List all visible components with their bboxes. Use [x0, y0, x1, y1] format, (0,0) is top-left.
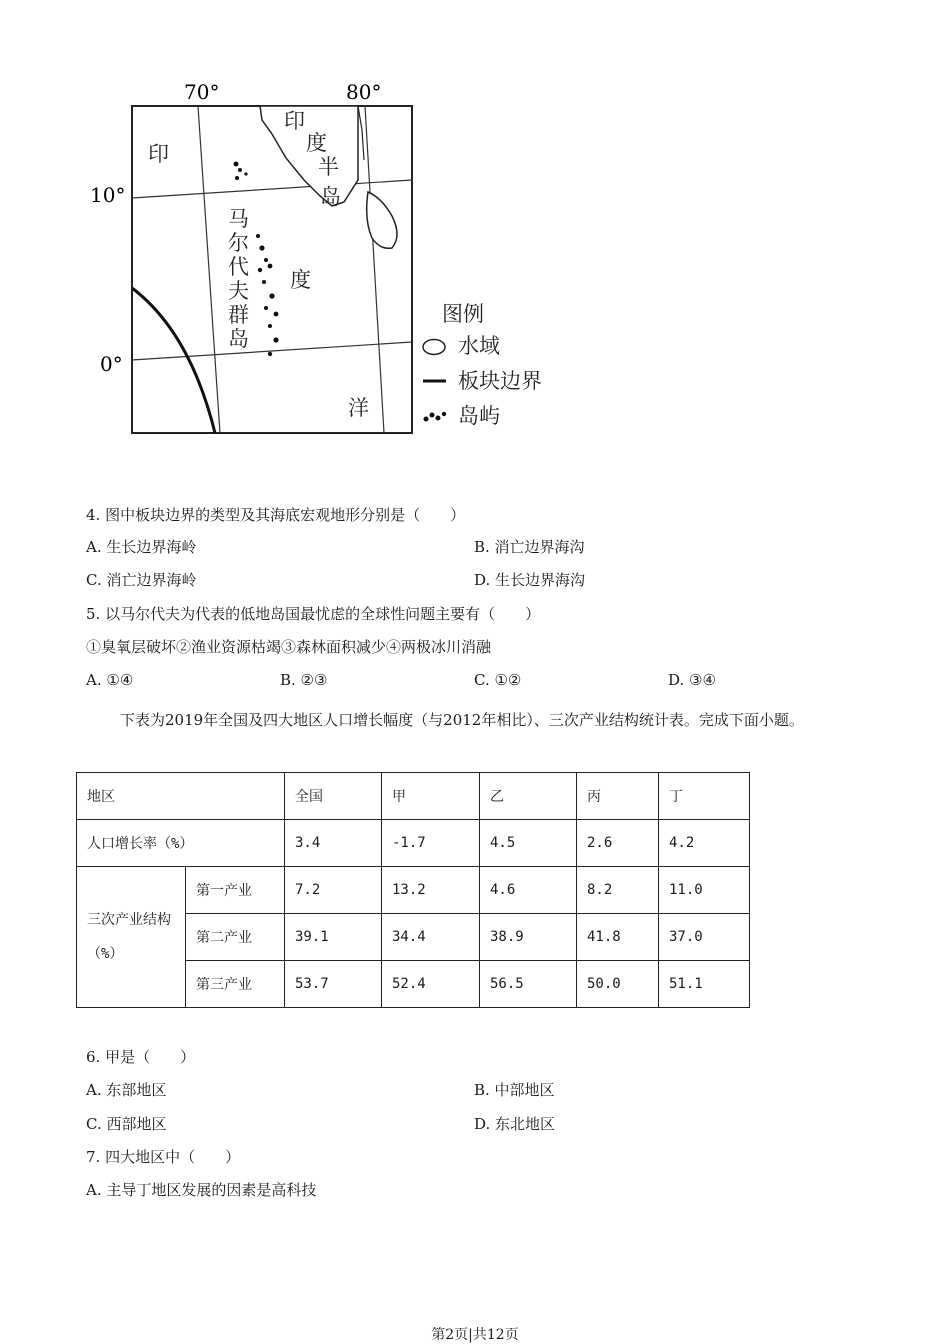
- question-5-option-d[interactable]: D. ③④: [668, 671, 716, 689]
- question-4-option-b[interactable]: B. 消亡边界海沟: [474, 538, 585, 556]
- question-5-statements: ①臭氧层破坏②渔业资源枯竭③森林面积减少④两极冰川消融: [86, 638, 492, 656]
- question-5-stem: 5. 以马尔代夫为代表的低地岛国最忧虑的全球性问题主要有（ ）: [86, 605, 541, 623]
- table-cell: 7.2: [285, 867, 382, 914]
- map-figure: [80, 70, 600, 450]
- question-6-option-a[interactable]: A. 东部地区: [86, 1081, 167, 1099]
- label-yin-left: 印: [148, 142, 169, 166]
- table-row: [77, 867, 750, 914]
- question-4-option-c[interactable]: C. 消亡边界海岭: [86, 571, 197, 589]
- table-cell: 38.9: [480, 914, 577, 961]
- question-6-option-b[interactable]: B. 中部地区: [474, 1081, 555, 1099]
- label-peninsula-1: 印: [284, 109, 305, 133]
- question-4-option-d[interactable]: D. 生长边界海沟: [474, 571, 586, 589]
- table-cell: 52.4: [382, 961, 480, 1008]
- question-6-option-c[interactable]: C. 西部地区: [86, 1115, 167, 1133]
- header-cell: 丙: [577, 773, 659, 820]
- stats-table: [76, 772, 750, 1008]
- label-peninsula-3: 半: [318, 155, 339, 179]
- table-cell: 53.7: [285, 961, 382, 1008]
- header-cell: 乙: [480, 773, 577, 820]
- question-4-option-a[interactable]: A. 生长边界海岭: [86, 538, 197, 556]
- table-cell: -1.7: [382, 820, 480, 867]
- table-cell: 41.8: [577, 914, 659, 961]
- question-7-option-a[interactable]: A. 主导丁地区发展的因素是高科技: [86, 1181, 317, 1199]
- label-yang: 洋: [348, 396, 369, 420]
- table-cell: 50.0: [577, 961, 659, 1008]
- map-svg: [80, 70, 600, 450]
- island-icon: [424, 412, 447, 422]
- table-cell: 56.5: [480, 961, 577, 1008]
- table-intro-text: 下表为2019年全国及四大地区人口增长幅度（与2012年相比）、三次产业结构统计表。完成下面小题。: [120, 711, 804, 729]
- label-du: 度: [290, 268, 311, 292]
- label-maldives-2: 尔: [228, 231, 249, 255]
- question-6-option-d[interactable]: D. 东北地区: [474, 1115, 556, 1133]
- label-peninsula-2: 度: [306, 131, 327, 155]
- header-cell: 甲: [382, 773, 480, 820]
- question-6-stem: 6. 甲是（ ）: [86, 1048, 196, 1066]
- legend: [423, 302, 542, 428]
- table-cell: 4.2: [659, 820, 750, 867]
- growth-label-cell: 人口增长率（%）: [77, 820, 285, 867]
- question-5-option-a[interactable]: A. ①④: [86, 671, 134, 689]
- table-cell: 51.1: [659, 961, 750, 1008]
- header-cell: 全国: [285, 773, 382, 820]
- table-intro: [86, 702, 866, 739]
- table-cell: 11.0: [659, 867, 750, 914]
- table-cell: 34.4: [382, 914, 480, 961]
- table-cell: 3.4: [285, 820, 382, 867]
- legend-water-label: 水域: [458, 334, 500, 358]
- label-maldives-6: 岛: [228, 327, 249, 351]
- table-cell: 13.2: [382, 867, 480, 914]
- question-4-stem: 4. 图中板块边界的类型及其海底宏观地形分别是（ ）: [86, 506, 466, 524]
- lat-label-10: 10°: [90, 183, 126, 207]
- row-label-cell: 第三产业: [186, 961, 285, 1008]
- table-cell: 4.5: [480, 820, 577, 867]
- table-cell: 2.6: [577, 820, 659, 867]
- header-cell: 地区: [77, 773, 285, 820]
- table-cell: 39.1: [285, 914, 382, 961]
- water-ellipse-icon: [423, 340, 445, 355]
- legend-island-label: 岛屿: [458, 404, 500, 428]
- map-frame: [132, 106, 412, 433]
- table-row: [77, 820, 750, 867]
- lon-label-70: 70°: [184, 80, 220, 104]
- question-7-stem: 7. 四大地区中（ ）: [86, 1148, 241, 1166]
- row-label-cell: 第二产业: [186, 914, 285, 961]
- question-5-option-c[interactable]: C. ①②: [474, 671, 522, 689]
- structure-label-cell: 三次产业结构（%）: [77, 867, 186, 1008]
- row-label-cell: 第一产业: [186, 867, 285, 914]
- table-row: [77, 773, 750, 820]
- legend-title: 图例: [442, 302, 484, 326]
- lat-label-0: 0°: [100, 352, 123, 376]
- header-cell: 丁: [659, 773, 750, 820]
- table-cell: 37.0: [659, 914, 750, 961]
- legend-boundary-label: 板块边界: [458, 369, 542, 393]
- question-5-option-b[interactable]: B. ②③: [280, 671, 328, 689]
- lon-label-80: 80°: [346, 80, 382, 104]
- label-maldives-3: 代: [228, 255, 249, 279]
- label-maldives-1: 马: [228, 207, 249, 231]
- page-footer: 第2页|共12页: [431, 1327, 519, 1343]
- label-maldives-4: 夫: [228, 279, 249, 303]
- table-cell: 8.2: [577, 867, 659, 914]
- label-peninsula-4: 岛: [320, 185, 341, 209]
- table-cell: 4.6: [480, 867, 577, 914]
- label-maldives-5: 群: [228, 303, 249, 327]
